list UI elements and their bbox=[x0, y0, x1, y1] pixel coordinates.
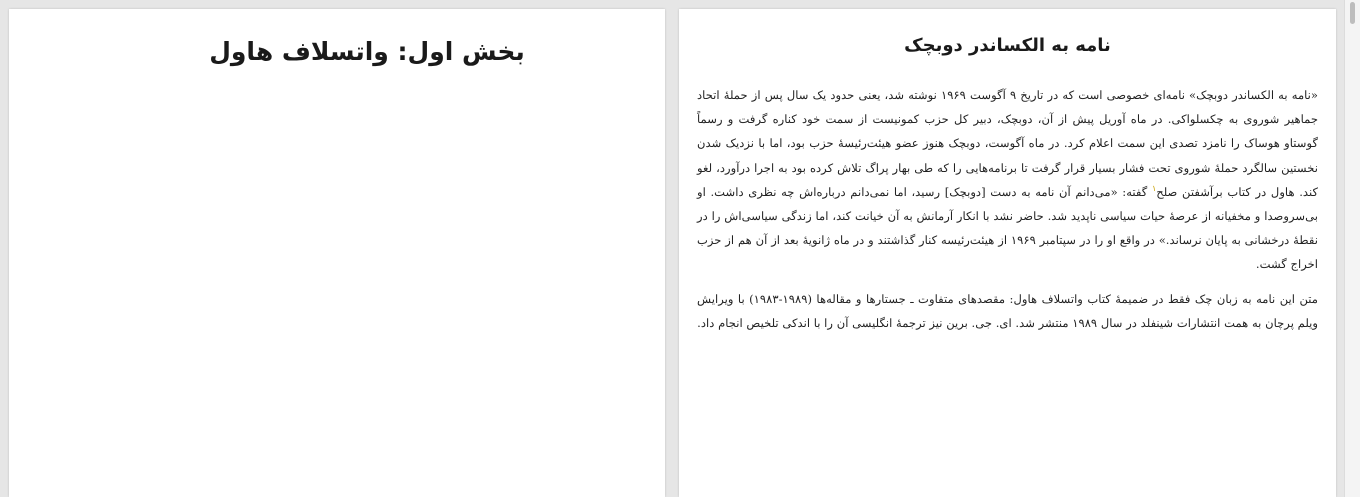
chapter-title: نامه به الکساندر دوبچک bbox=[904, 35, 1111, 56]
footnote-marker[interactable]: ۱ bbox=[1151, 183, 1157, 193]
paragraph-1-part-1: «نامه به الکساندر دوبچک» نامه‌ای خصوصی است که در تاریخ ۹ آگوست ۱۹۶۹ نوشته شد، یعنی حدود یک سال پس از حملهٔ اتحاد جماهیر شوروی به چکسلواکی. در ماه آوریل پیش از آن، دوبچک، دبیر کل حزب کمونیست از سمت خود کناره گرفت و رسماً گوستاو هوساک را نامزد تصدی این سمت اعلام کرد. در ماه آگوست، دوبچک هنوز عضو هیئت‌رئیسهٔ حزب بود، اما با نزدیک شدن نخستین سالگرد حملهٔ شوروی تحت فشار بسیار قرار گرفت تا برنامه‌هایی را که طی بهار پراگ تلاش کرده بود به اجرا درآورد، لغو کند. هاول در کتاب برآشفتن صلح bbox=[697, 88, 1319, 199]
vertical-scrollbar[interactable] bbox=[1344, 0, 1360, 497]
page-right bbox=[679, 9, 1336, 497]
paragraph-1-part-2: گفته: «می‌دانم آن نامه به دست [دوبچک] رسید، اما نمی‌دانم درباره‌اش چه نظری داشت. او بی‌سروصدا و مخفیانه از عرصهٔ حیات سیاسی ناپدید شد. حاضر نشد با انکار آرمانش به آن خیانت کند، اما زندگی سیاسی‌اش را در نقطهٔ درخشانی به پایان نرساند.» در واقع او را در سپتامبر ۱۹۶۹ از هیئت‌رئیسه کنار گذاشتند و در ماه ژانویهٔ بعد از آن هم از حزب اخراج گشت. bbox=[697, 184, 1318, 272]
scrollbar-thumb[interactable] bbox=[1350, 2, 1355, 24]
paragraph-1 bbox=[697, 83, 1318, 277]
page-left bbox=[9, 9, 665, 497]
body-text bbox=[697, 83, 1318, 335]
section-title: بخش اول: واتسلاف هاول bbox=[209, 37, 525, 66]
paragraph-2: متن این نامه به زبان چک فقط در ضمیمهٔ کتاب واتسلاف هاول: مقصدهای متفاوت ـ جستارها و مقاله‌ها (۱۹۸۹-۱۹۸۳) با ویرایش ویلم پرچان به همت انتشارات شینفلد در سال ۱۹۸۹ منتشر شد. ای. جی. برین نیز ترجمهٔ انگلیسی آن را با اندکی تلخیص انجام داد. bbox=[697, 291, 1318, 330]
